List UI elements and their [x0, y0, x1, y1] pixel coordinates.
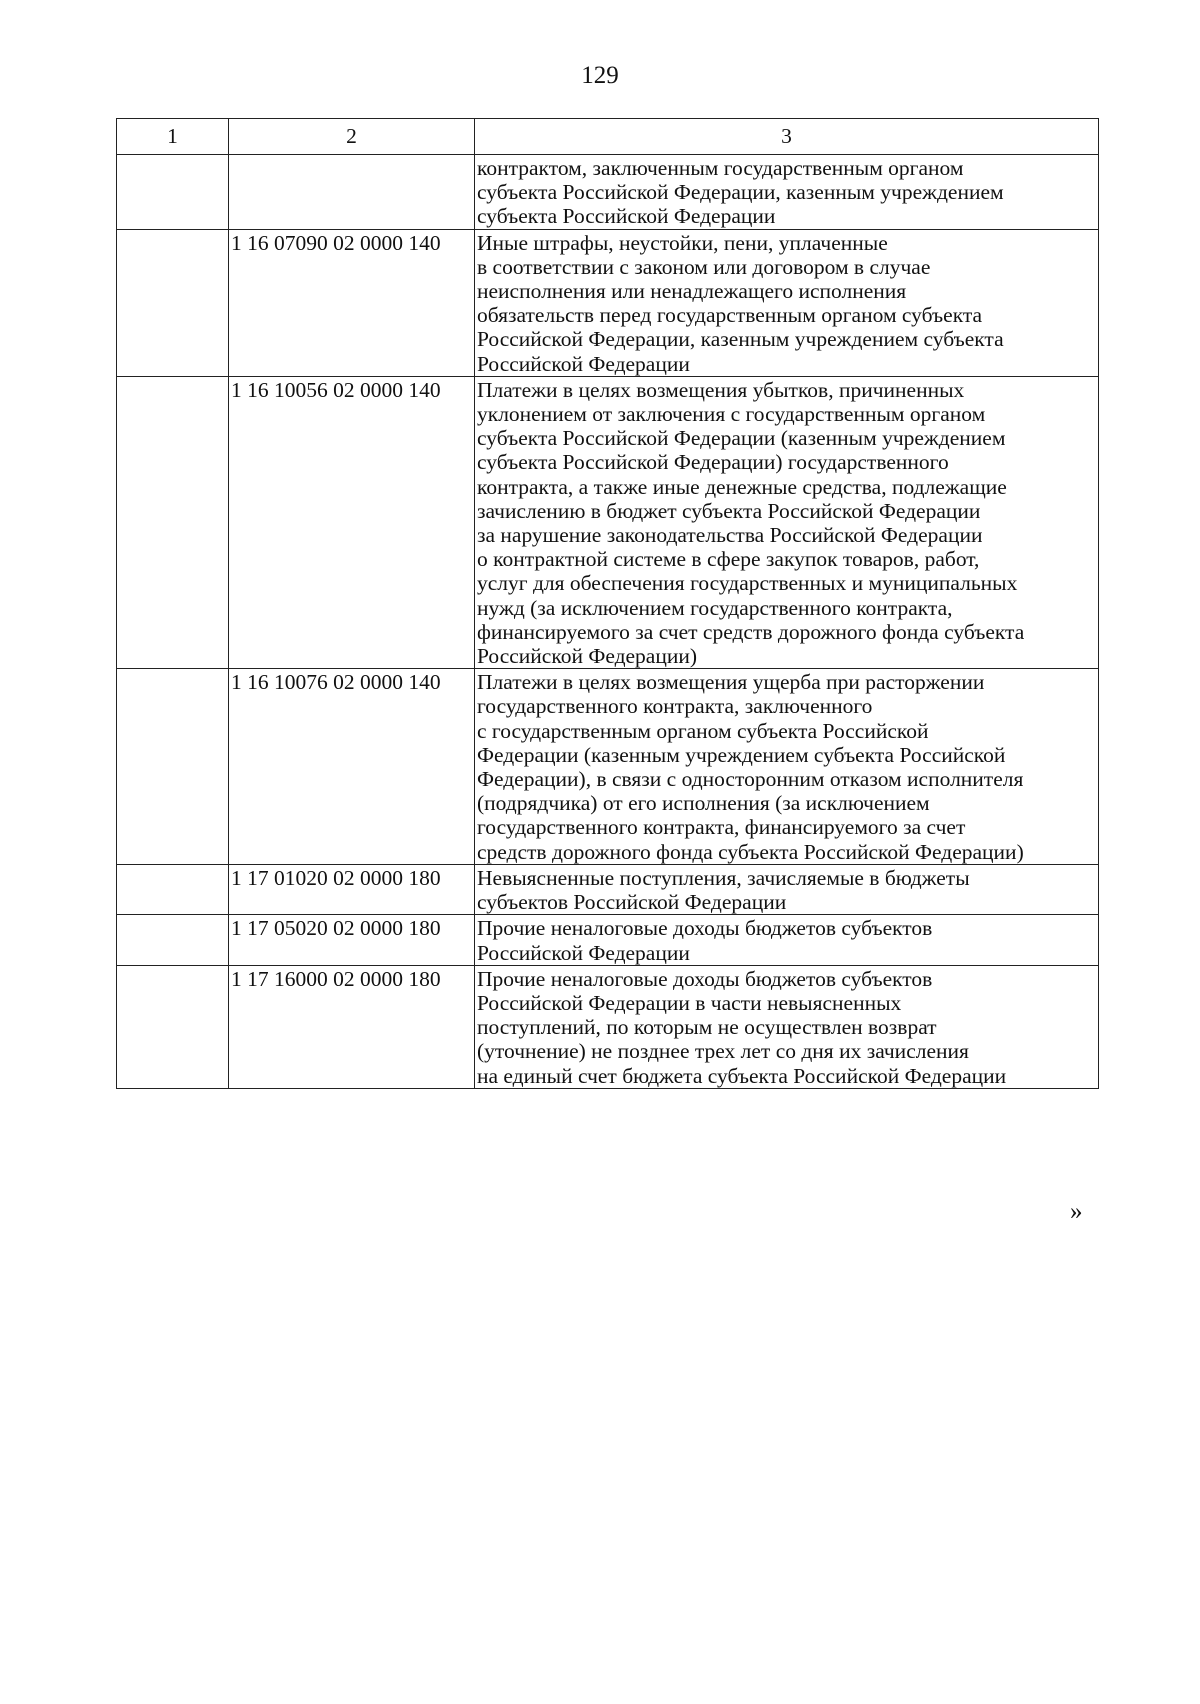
description-line: финансируемого за счет средств дорожного фонда субъекта [477, 619, 1025, 644]
table-header-row [117, 119, 1099, 155]
budget-code-cell [229, 155, 475, 230]
description-cell [475, 229, 1099, 376]
table-row [117, 155, 1099, 230]
description-cell [475, 376, 1099, 668]
description-cell [475, 864, 1099, 914]
description-line: государственного контракта, заключенного [477, 694, 873, 719]
description-line: уклонением от заключения с государственным органом [477, 402, 986, 427]
description-line: услуг для обеспечения государственных и муниципальных [477, 571, 1018, 596]
table-body [117, 155, 1099, 1089]
description-line: субъекта Российской Федерации) государственного [477, 450, 949, 475]
description-line: Российской Федерации) [477, 644, 698, 669]
table-row [117, 965, 1099, 1088]
description-cell [475, 965, 1099, 1088]
description-line: Федерации (казенным учреждением субъекта Российской [477, 742, 1006, 767]
description-line: Иные штрафы, неустойки, пени, уплаченные [477, 230, 888, 255]
description-line: Российской Федерации, казенным учреждением субъекта [477, 327, 1004, 352]
table-row [117, 669, 1099, 865]
description-line: на единый счет бюджета субъекта Российской Федерации [477, 1063, 1007, 1088]
budget-code-cell: 1 17 01020 02 0000 180 [229, 864, 475, 914]
row-number-cell [117, 965, 229, 1088]
description-line: Прочие неналоговые доходы бюджетов субъектов [477, 966, 933, 991]
row-number-cell [117, 915, 229, 965]
description-line: субъекта Российской Федерации (казенным учреждением [477, 426, 1006, 451]
row-number-cell [117, 229, 229, 376]
budget-codes-table [116, 118, 1099, 1089]
description-line: (уточнение) не позднее трех лет со дня их зачисления [477, 1039, 969, 1064]
description-line: с государственным органом субъекта Российской [477, 718, 929, 743]
description-line: субъектов Российской Федерации [477, 890, 787, 915]
description-line: субъекта Российской Федерации, казенным учреждением [477, 180, 1004, 205]
description-line: Платежи в целях возмещения убытков, причиненных [477, 377, 965, 402]
description-cell [475, 155, 1099, 230]
header-col-2: 2 [229, 119, 475, 155]
description-line: Прочие неналоговые доходы бюджетов субъектов [477, 916, 933, 941]
page-number: 129 [581, 62, 619, 89]
description-line: неисполнения или ненадлежащего исполнения [477, 279, 907, 304]
description-line: субъекта Российской Федерации [477, 204, 776, 229]
header-col-1: 1 [117, 119, 229, 155]
description-line: контракта, а также иные денежные средства, подлежащие [477, 474, 1007, 499]
description-line: за нарушение законодательства Российской Федерации [477, 523, 983, 548]
row-number-cell [117, 669, 229, 865]
description-line: (подрядчика) от его исполнения (за исключением [477, 791, 930, 816]
description-line: в соответствии с законом или договором в случае [477, 254, 931, 279]
row-number-cell [117, 864, 229, 914]
row-number-cell [117, 376, 229, 668]
description-line: обязательств перед государственным органом субъекта [477, 303, 983, 328]
budget-code-cell: 1 16 10076 02 0000 140 [229, 669, 475, 865]
table-row [117, 915, 1099, 965]
description-line: Федерации), в связи с односторонним отказом исполнителя [477, 767, 1024, 792]
description-line: Российской Федерации в части невыясненных [477, 990, 902, 1015]
description-line: Российской Федерации [477, 940, 690, 965]
description-line: средств дорожного фонда субъекта Российской Федерации) [477, 839, 1024, 864]
description-line: государственного контракта, финансируемого за счет [477, 815, 966, 840]
description-line: Российской Федерации [477, 351, 690, 376]
description-line: Невыясненные поступления, зачисляемые в бюджеты [477, 865, 970, 890]
closing-quote: » [1070, 1198, 1083, 1225]
budget-code-cell: 1 16 10056 02 0000 140 [229, 376, 475, 668]
row-number-cell [117, 155, 229, 230]
description-cell [475, 669, 1099, 865]
budget-code-cell: 1 17 05020 02 0000 180 [229, 915, 475, 965]
description-line: нужд (за исключением государственного контракта, [477, 595, 953, 620]
table-row [117, 376, 1099, 668]
description-line: Платежи в целях возмещения ущерба при расторжении [477, 670, 985, 695]
description-line: контрактом, заключенным государственным органом [477, 156, 964, 180]
description-line: поступлений, по которым не осуществлен возврат [477, 1015, 937, 1040]
description-line: о контрактной системе в сфере закупок товаров, работ, [477, 547, 980, 572]
budget-code-cell: 1 17 16000 02 0000 180 [229, 965, 475, 1088]
budget-code-cell: 1 16 07090 02 0000 140 [229, 229, 475, 376]
description-cell [475, 915, 1099, 965]
table-row [117, 229, 1099, 376]
table-row [117, 864, 1099, 914]
description-line: зачислению в бюджет субъекта Российской Федерации [477, 498, 981, 523]
header-col-3: 3 [475, 119, 1099, 155]
